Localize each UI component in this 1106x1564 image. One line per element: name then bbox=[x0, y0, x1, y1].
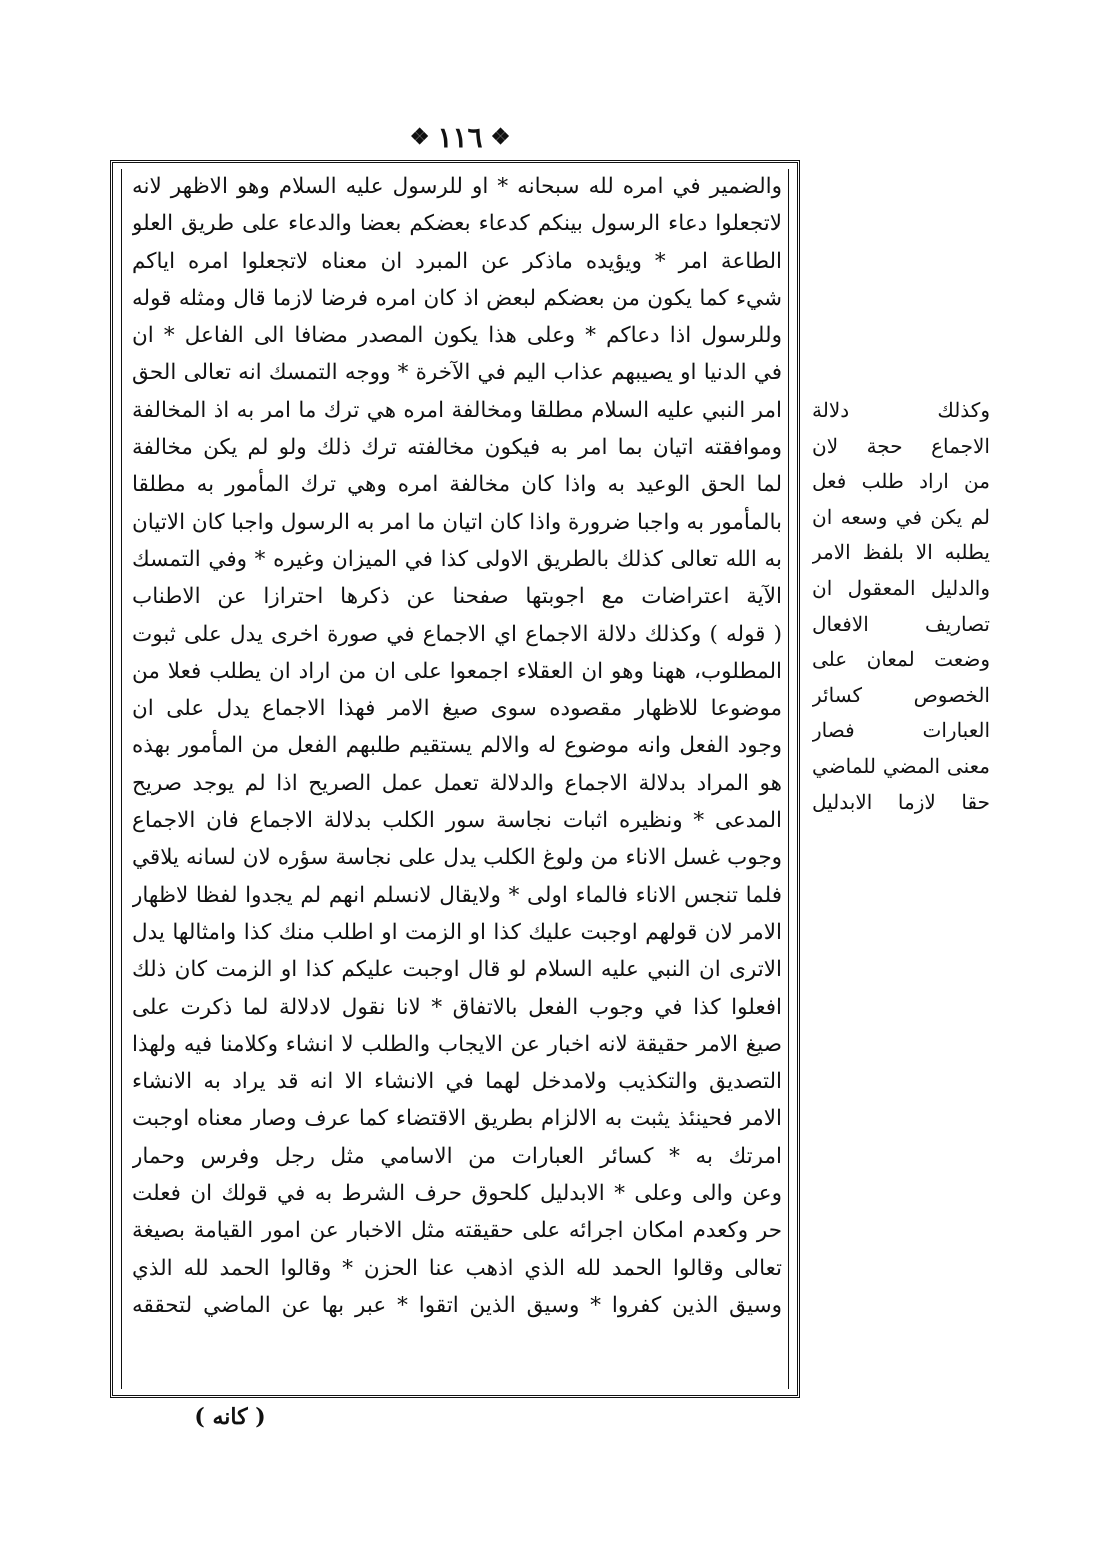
text-line: التصديق والتكذيب ولامدخل لهما في الانشاء الا انه قد يراد به الانشاء bbox=[132, 1069, 782, 1095]
main-text-block bbox=[132, 168, 782, 1324]
margin-line: العبارات فصار bbox=[812, 718, 990, 743]
text-line: وسيق الذين كفروا * وسيق الذين اتقوا * عبر بها عن الماضي لتحققه bbox=[132, 1292, 782, 1318]
text-line: شيء كما يكون من بعضكم لبعض اذ كان امره فرضا لازما قال ومثله قوله bbox=[132, 285, 782, 311]
margin-line: معنى المضي للماضي bbox=[812, 753, 990, 778]
text-line: ( قوله ) وكذلك دلالة الاجماع اي الاجماع في صورة اخرى يدل على ثبوت bbox=[132, 621, 782, 647]
text-line: لاتجعلوا دعاء الرسول بينكم كدعاء بعضكم بعضا والدعاء على طريق العلو bbox=[132, 211, 782, 237]
text-line: فلما تنجس الاناء فالماء اولى * ولايقال لانسلم انهم لم يجدوا لفظا لاظهار bbox=[132, 882, 782, 908]
text-line: تعالى وقالوا الحمد لله الذي اذهب عنا الحزن * وقالوا الحمد لله الذي bbox=[132, 1255, 782, 1281]
text-line: وجوب غسل الاناء من ولوغ الكلب يدل على نجاسة سؤره لان لسانه يلاقي bbox=[132, 845, 782, 871]
text-line: الامر فحينئذ يثبت به الالزام بطريق الاقتضاء كما عرف وصار معناه اوجبت bbox=[132, 1106, 782, 1132]
margin-line: لم يكن في وسعه ان bbox=[812, 504, 990, 529]
margin-line: حقا لازما الابدليل bbox=[812, 789, 990, 814]
catchword: ( كانه ) bbox=[194, 1404, 266, 1430]
margin-line: وكذلك دلالة bbox=[812, 398, 990, 422]
margin-line: تصاريف الافعال bbox=[812, 611, 990, 636]
text-line: موضوعا للاظهار مقصوده سوى صيغ الامر فهذا الاجماع يدل على ان bbox=[132, 696, 782, 722]
text-line: امر النبي عليه السلام مطلقا ومخالفة امره هي ترك ما امر به اذ المخالفة bbox=[132, 397, 782, 423]
text-line: الطاعة امر * ويؤيده ماذكر عن المبرد ان معناه لاتجعلوا امره اياكم bbox=[132, 248, 782, 274]
ornament-left-icon: ❖ bbox=[409, 124, 430, 150]
text-line: افعلوا كذا في وجوب الفعل بالاتفاق * لانا نقول لادلالة لما ذكرت على bbox=[132, 994, 782, 1020]
text-line: الآية اعتراضات مع اجوبتها صفحنا عن ذكرها احترازا عن الاطناب bbox=[132, 584, 782, 610]
text-line: هو المراد بدلالة الاجماع والدلالة تعمل عمل الصريح اذا لم يوجد صريح bbox=[132, 770, 782, 796]
margin-gloss bbox=[812, 393, 990, 820]
text-line: في الدنيا او يصيبهم عذاب اليم في الآخرة * ووجه التمسك انه تعالى الحق bbox=[132, 360, 782, 386]
margin-line: الاجماع حجة لان bbox=[812, 433, 990, 458]
text-line: صيغ الامر حقيقة لانه اخبار عن الايجاب والطلب لا انشاء وكلامنا فيه ولهذا bbox=[132, 1031, 782, 1057]
margin-line: من اراد طلب فعل bbox=[812, 469, 990, 494]
text-line: والضمير في امره لله سبحانه * او للرسول عليه السلام وهو الاظهر لانه bbox=[132, 174, 782, 199]
text-line: لما الحق الوعيد به واذا كان مخالفة امره وهي ترك المأمور به مطلقا bbox=[132, 472, 782, 498]
text-line: وعن والى وعلى * الابدليل كلحوق حرف الشرط به في قولك ان فعلت bbox=[132, 1181, 782, 1207]
margin-line: والدليل المعقول ان bbox=[812, 575, 990, 600]
page-number bbox=[400, 118, 520, 156]
margin-line: وضعت لمعان على bbox=[812, 647, 990, 672]
text-line: وللرسول اذا دعاكم * وعلى هذا يكون المصدر مضافا الى الفاعل * ان bbox=[132, 323, 782, 349]
margin-line: الخصوص كسائر bbox=[812, 682, 990, 707]
page-number-text: ١١٦ bbox=[437, 120, 483, 154]
text-line: امرتك به * كسائر العبارات من الاسامي مثل رجل وفرس وحمار bbox=[132, 1143, 782, 1169]
ornament-right-icon: ❖ bbox=[490, 124, 511, 150]
text-line: المدعى * ونظيره اثبات نجاسة سور الكلب بدلالة الاجماع فان الاجماع bbox=[132, 808, 782, 834]
text-line: حر وكعدم امكان اجرائه على حقيقته مثل الاخبار عن امور القيامة بصيغة bbox=[132, 1218, 782, 1244]
text-line: بالمأمور به واجبا ضرورة واذا كان اتيان ما امر به الرسول واجبا كان الاتيان bbox=[132, 509, 782, 535]
text-line: وجود الفعل وانه موضوع له والالم يستقيم طلبهم الفعل من المأمور بهذه bbox=[132, 733, 782, 759]
text-line: به الله تعالى كذلك بالطريق الاولى كذا في الميزان وغيره * وفي التمسك bbox=[132, 546, 782, 572]
text-line: وموافقته اتيان بما امر به فيكون مخالفته ترك ذلك ولو لم يكن مخالفة bbox=[132, 435, 782, 461]
margin-line: يطلبه الا بلفظ الامر bbox=[812, 540, 990, 565]
text-line: الاترى ان النبي عليه السلام لو قال اوجبت عليكم كذا او الزمت كان ذلك bbox=[132, 957, 782, 983]
text-line: المطلوب، ههنا وهو ان العقلاء اجمعوا على ان من اراد ان يطلب فعلا من bbox=[132, 658, 782, 684]
text-line: الامر لان قولهم اوجبت عليك كذا او الزمت او اطلب منك كذا وامثالها يدل bbox=[132, 919, 782, 945]
